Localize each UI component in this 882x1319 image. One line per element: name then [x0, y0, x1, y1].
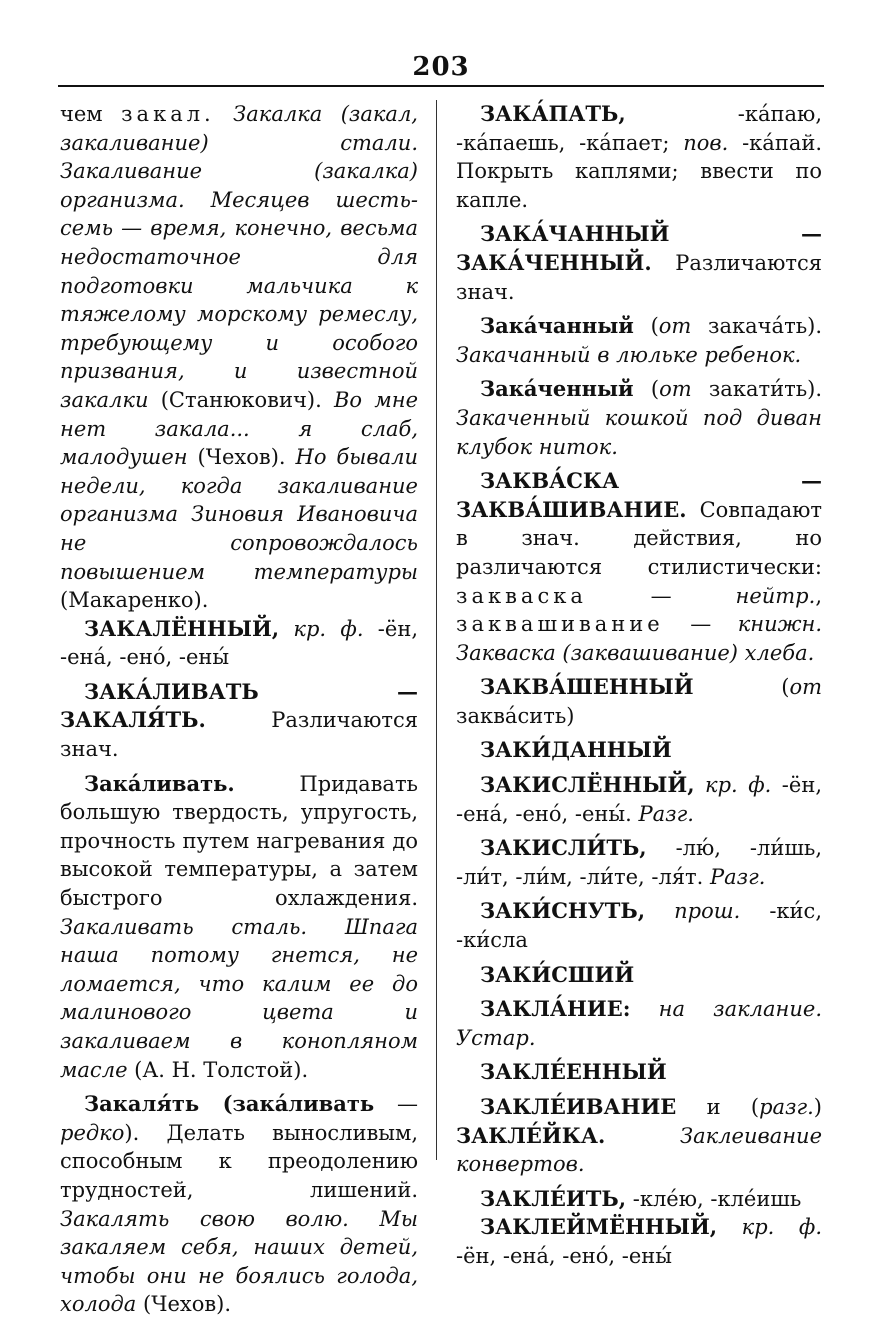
entry-text: ). Делать выносливым, способным к преодолению трудностей, лишений. [60, 1120, 418, 1202]
entry-text: ) [813, 1095, 822, 1119]
entry-headword: ЗАКЛЕЙМЁННЫЙ, [480, 1214, 718, 1240]
entry-example: разг. [759, 1095, 814, 1119]
entry-text: заквашивание [456, 612, 664, 637]
entry-text: — [663, 612, 738, 637]
entry-example: Заклеивание конвертов. [456, 1123, 822, 1177]
page-number: 203 [412, 52, 470, 82]
dictionary-entry [456, 100, 822, 214]
entry-example: Разг. [638, 801, 694, 826]
entry-example: Закачанный в люльке ребенок. [456, 342, 802, 367]
entry-example: Но бывали недели, когда закаливание организма Зиновия Ивановича не сопровождалось повышением температуры [60, 445, 418, 584]
entry-text: закваска [456, 583, 587, 608]
entry-example: Закалять свою волю. Мы закаляем себя, наших детей, чтобы они не боялись голода, холода [60, 1206, 418, 1317]
entry-headword: ЗАКАЛЁННЫЙ, [84, 615, 280, 641]
entry-headword: Зака́ливать. [84, 770, 235, 796]
entry-text: -кле́ю, -кле́ишь [626, 1186, 802, 1211]
entry-text: -лю́, -ли́шь, -ли́т, -ли́м, -ли́те, -ля́т. [456, 836, 822, 889]
entry-text: -ка́паю, -ка́паешь, -ка́пает; [456, 102, 822, 155]
dictionary-entry [456, 375, 822, 461]
entry-text: — [374, 1092, 418, 1117]
entry-text: -ки́с, -ки́сла [456, 899, 822, 953]
dictionary-entry [456, 995, 822, 1052]
entry-example: кр. ф. [694, 773, 772, 798]
entry-text: (А. Н. Толстой). [127, 1057, 309, 1082]
entry-text: закал. [121, 102, 215, 126]
dictionary-entry [60, 1090, 418, 1319]
entry-headword: ЗАКЛА́НИЕ: [480, 996, 631, 1022]
left-column [60, 100, 418, 1319]
dictionary-entry [456, 673, 822, 730]
entry-text: (Чехов). [187, 445, 296, 470]
dictionary-entry [60, 100, 418, 615]
entry-headword: ЗАКА́ЛИВАТЬ — ЗАКАЛЯ́ТЬ. [60, 678, 418, 733]
entry-text: Различаются знач. [456, 250, 822, 304]
entry-text: -ён, -ена́, -ено́, -ены́ [60, 616, 419, 670]
entry-headword: ЗАКИ́ДАННЫЙ [480, 737, 672, 763]
entry-headword: Зака́ченный [480, 376, 634, 402]
entry-text: Придавать большую твердость, упругость, прочность путем нагревания до высокой температуры, а затем быстрого охлаждения. [60, 771, 418, 911]
entry-text: закати́ть). [691, 377, 823, 402]
entry-text: -ка́пай. Покрыть каплями; ввести по капле. [456, 130, 823, 212]
entry-text: ( [633, 314, 659, 339]
dictionary-entry [60, 770, 418, 1085]
entry-headword: ЗАКИ́СНУТЬ, [480, 898, 646, 924]
entry-headword: ЗАКЛЕ́ИВАНИЕ [480, 1094, 677, 1119]
entry-text: заква́сить) [456, 703, 575, 728]
dictionary-entry [456, 736, 822, 765]
entry-headword: ЗАКИ́СШИЙ [480, 961, 635, 987]
entry-headword: ЗАКЛЕ́ИТЬ, [480, 1185, 627, 1211]
dictionary-entry [60, 678, 418, 764]
entry-text: закача́ть). [691, 314, 822, 339]
dictionary-entry [456, 961, 822, 990]
dictionary-entry [456, 834, 822, 891]
entry-headword: ЗАКИСЛИ́ТЬ, [480, 835, 647, 861]
entry-text: Различаются знач. [60, 708, 418, 762]
dictionary-entry [456, 312, 822, 369]
entry-example: Разг. [710, 864, 766, 889]
entry-headword: ЗАКЛЕ́ЕННЫЙ [480, 1059, 667, 1085]
entry-headword: ЗАКЛЕ́ЙКА. [456, 1122, 606, 1148]
entry-example: Закалка (закал, закаливание) стали. Закаливание (закалка) организма. Месяцев шесть-семь — время, конечно, весьма недостаточное для подготовки мальчика к тяжелому морскому ремеслу, требующему и особого призвания, и известной закалки [60, 102, 418, 412]
entry-text: ( [693, 675, 790, 700]
entry-text: (Макаренко). [60, 588, 209, 613]
header-rule [58, 85, 824, 87]
entry-headword: ЗАКИСЛЁННЫЙ, [480, 772, 695, 798]
dictionary-entry [456, 1213, 822, 1270]
right-column [456, 100, 822, 1271]
entry-example: книжн. Закваска (заквашивание) хлеба. [456, 612, 822, 665]
entry-example: Во мне нет закала... я слаб, малодушен [60, 387, 418, 470]
entry-text: -ён, -ена́, -ено́, -ены́. [456, 773, 822, 826]
entry-headword: ЗАКА́ПАТЬ, [480, 101, 626, 126]
dictionary-entry [456, 467, 822, 667]
entry-example: редко [60, 1120, 125, 1145]
dictionary-entry [456, 1185, 822, 1214]
column-divider [436, 100, 437, 1160]
entry-text: Совпадают в знач. действия, но различаются стилистически: [456, 497, 822, 579]
dictionary-entry [456, 1093, 822, 1179]
dictionary-entry [456, 771, 822, 828]
dictionary-entry [456, 897, 822, 954]
entry-example: кр. ф. [279, 616, 364, 641]
entry-example: от [789, 675, 822, 700]
entry-example: прош. [645, 899, 741, 924]
dictionary-entry [456, 220, 822, 306]
dictionary-entry [456, 1058, 822, 1087]
entry-headword: ЗАКВА́СКА — ЗАКВА́ШИВАНИЕ. [456, 468, 822, 522]
dictionary-entry [60, 615, 418, 672]
entry-text: чем [60, 102, 122, 126]
entry-headword: Зака́чанный [480, 313, 634, 339]
entry-example: Закаливать сталь. Шпага наша потому гнется, не ломается, что калим ее до малинового цвета и закаливаем в конопляном масле [60, 914, 418, 1082]
entry-headword: ЗАКА́ЧАННЫЙ — ЗАКА́ЧЕННЫЙ. [456, 221, 822, 275]
entry-example: от [659, 377, 692, 402]
entry-example: на заклание. Устар. [456, 997, 822, 1050]
entry-headword: Закаля́ть (зака́ливать [84, 1091, 375, 1117]
entry-example: кр. ф. [717, 1215, 822, 1240]
entry-text: ( [633, 377, 660, 402]
entry-example: нейтр. [735, 583, 816, 608]
entry-example: Закаченный кошкой под диван клубок ниток. [456, 405, 822, 459]
entry-headword: ЗАКВА́ШЕННЫЙ [480, 674, 694, 700]
entry-example: пов. [683, 130, 729, 155]
entry-text: (Чехов). [136, 1292, 232, 1317]
entry-example: от [658, 314, 692, 339]
entry-text: -ён, -ена́, -ено́, -ены́ [456, 1243, 673, 1268]
entry-text: и ( [676, 1095, 760, 1119]
entry-text: , [815, 583, 822, 608]
entry-text: (Станюкович). [148, 387, 334, 412]
entry-text: — [586, 583, 736, 608]
